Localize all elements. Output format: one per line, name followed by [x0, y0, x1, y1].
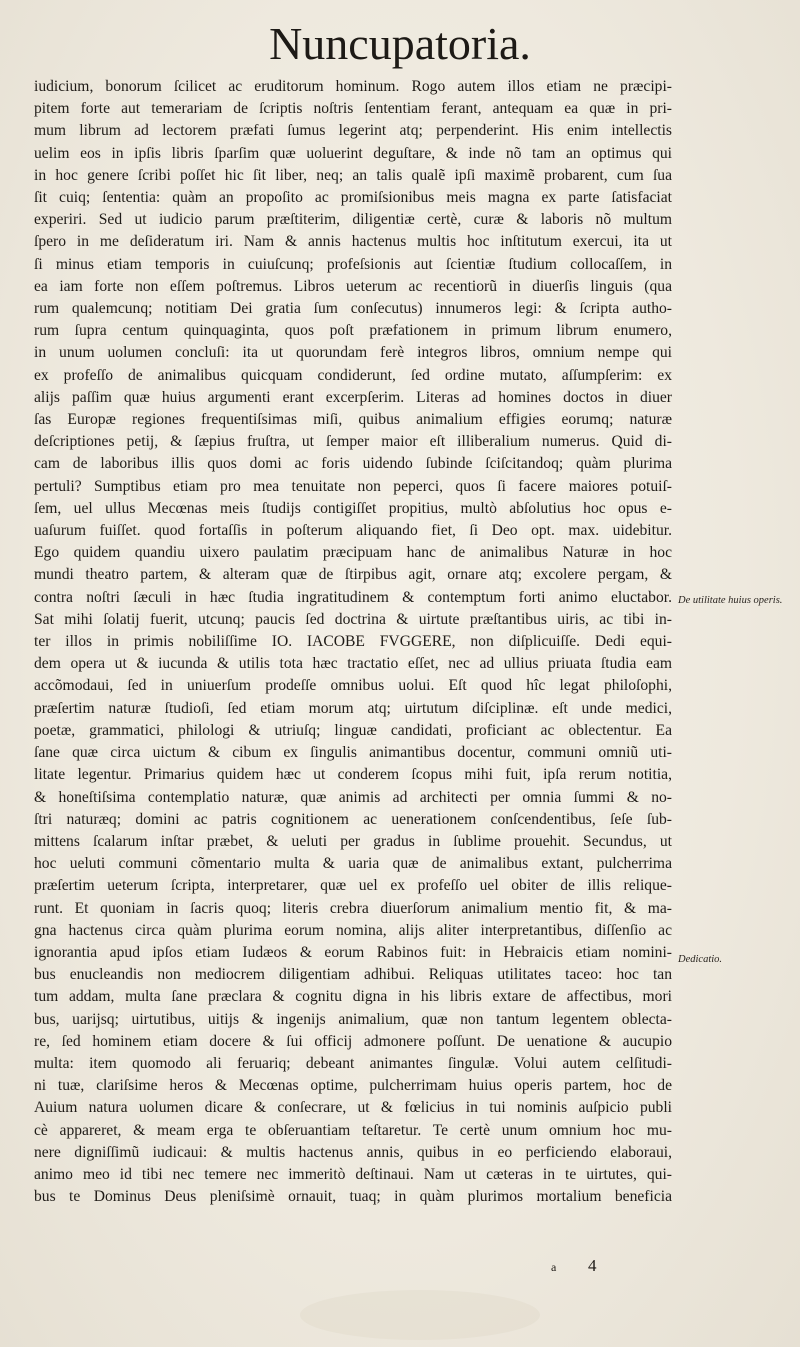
text-line: nere digniſſimũ iudicaui: & multis hactenus annis, quibus in eo perficiendo elaboraui, — [34, 1143, 672, 1161]
text-line: ſit cuiq; ſententia: quàm an propoſito ac promiſsionibus meis magna ex parte ſatisfaciat — [34, 189, 672, 207]
text-line: uelim eos in ipſis libris ſparſim quæ uoluerint deguſtare, & inde nõ tam an optimus qui — [34, 144, 672, 162]
text-line: in hoc genere ſcribi poſſet hic ſit liber, neq; an talis qualẽ ipſi maximẽ probarent, cum ſua — [34, 166, 672, 184]
text-line: ea iam forte non eſſem poſtremus. Libros ueterum ac recentiorũ in diuerſis linguis (qua — [34, 277, 672, 295]
text-line: multa: item quomodo ali feruariq; debeant animantes ſingulæ. Volui autem celſitudi- — [34, 1054, 672, 1072]
text-line: gna hactenus circa quàm plurima eorum nomina, alijs aliter interpretantibus, diſſenſio ac — [34, 921, 672, 939]
signature-mark: a — [551, 1260, 557, 1274]
text-line: ni tuæ, clariſsime heros & Mecœnas optime, pulcherrimam huius operis partem, hoc de — [34, 1077, 672, 1095]
text-line: deſcriptiones petij, & ſæpius fruſtra, ut ſemper maior eſt illiberalium numerus. Quid di- — [34, 433, 672, 451]
text-line: cam de laboribus illis quos domi ac foris uidendo ſubinde ſciſcitandoq; quàm plurima — [34, 455, 672, 473]
text-line: pertuli? Sumptibus etiam pro mea tenuitate non peperci, quos ſi facere maiores potuiſ- — [34, 477, 672, 495]
margin-note-utility: De utilitate huius operis. — [678, 595, 783, 606]
text-line: poetæ, grammatici, philologi & utriuſq; linguæ candidati, proficiant ac oblectentur. Ea — [34, 721, 672, 739]
text-line: mittens ſcalarum inſtar præbet, & ueluti per gradus in ſublime prouehit. Secundus, ut — [34, 832, 672, 850]
text-line: ſpero in me deſideratum iri. Nam & annis hactenus multis hoc inſtitutum exercui, ita ut — [34, 233, 672, 251]
text-line: hoc ueluti communi cõmentario multa & uaria quæ de animalibus extant, pulcherrima — [34, 855, 672, 873]
text-line: accõmodaui, ſed in uniuerſum prodeſſe omnibus uolui. Eſt quod hîc legat philoſophi, — [34, 677, 672, 695]
text-line: runt. Et quoniam in ſacris quoq; literis crebra diuerſorum animalium mentio fit, & ma- — [34, 899, 672, 917]
text-line: bus enucleandis non mediocrem diligentiam adhibui. Reliquas utilitates taceo: hoc tan — [34, 966, 672, 984]
text-line: ſem, uel ullus Mecœnas meis ſtudijs contigiſſet propitius, multò abſolutius hoc opus e- — [34, 499, 672, 517]
text-line: ſtri naturæq; domini ac patris cognitionem ac uenerationem conſcendentibus, ſeſe ſub- — [34, 810, 672, 828]
text-line: ignorantia apud ipſos etiam Iudæos & eorum Rabinos fuit: in Hebraicis etiam nomini- — [34, 943, 672, 961]
text-line: mum librum ad lectorem præfati ſumus legerint atq; perpenderint. His enim intellectis — [34, 122, 672, 140]
body-text — [34, 76, 672, 1208]
text-line: dem opera ut & iucunda & utilis tota hæc tractatio eſſet, nec ad ullius priuata ſtudia eam — [34, 655, 672, 673]
folio-number: 4 — [588, 1256, 597, 1275]
paper-stain — [300, 1290, 540, 1340]
text-line: ſas Europæ regiones frequentiſsimas miſi, quibus animalium effigies eorumq; naturæ — [34, 411, 672, 429]
text-line: pitem forte aut temerariam de ſcriptis noſtris ſententiam ferant, antequam ea quæ in pri- — [34, 100, 672, 118]
text-line: Ego quidem quandiu uixero paulatim præcipuam hanc de animalibus Naturæ in hoc — [34, 544, 672, 562]
text-line: Sat mihi ſolatij fuerit, utcunq; paucis ſed doctrina & uirtute præſtantibus uiris, ac tibi in- — [34, 610, 672, 628]
text-line: præſertim ueterum ſcripta, interpretarer, quæ uel ex profeſſo uel obiter de illis relique- — [34, 877, 672, 895]
text-line: alijs paſſim quæ huius argumenti erant excerpſerim. Literas ad homines doctos in diuer — [34, 388, 672, 406]
text-line: ex profeſſo de animalibus quicquam condiderunt, ſed ordine mutato, aſſumpſerim: ex — [34, 366, 672, 384]
text-line: bus, uarijsq; uirtutibus, uitijs & ingenijs animalium, quæ non tantum legentem oblecta- — [34, 1010, 672, 1028]
text-line: contra noſtri ſæculi in hæc ſtudia ingratitudinem & contemptum forti animo eluctabor. — [34, 588, 672, 606]
text-line: re, ſed hominem etiam docere & ſui officij admonere poſſunt. De uenatione & aucupio — [34, 1032, 672, 1050]
text-line: iudicium, bonorum ſcilicet ac eruditorum hominum. Rogo autem illos etiam ne præcipi- — [34, 78, 672, 95]
text-line: uaſurum fuiſſet. quod fortaſſis in poſterum aliquando fiet, ſi Deo opt. max. uidebitur. — [34, 522, 672, 540]
text-line: bus te Dominus Deus pleniſsimè ornauit, tuaq; in quàm plurimos mortalium beneficia — [34, 1188, 672, 1206]
text-line: præſertim naturæ ſtudioſi, ſed etiam morum atq; uirtutum diſciplinæ. eſt unde medici, — [34, 699, 672, 717]
text-line: tum addam, multa ſane præclara & cognitu digna in his libris extare de affectibus, mori — [34, 988, 672, 1006]
running-head: Nuncupatoria. — [269, 18, 531, 69]
text-line: rum qualemcunq; notitiam Dei gratia ſum conſecutus) innumeros legi: & ſcripta autho- — [34, 300, 672, 318]
text-line: rum ſupra centum quinquaginta, quos poſt præfationem in primum librum enumero, — [34, 322, 672, 340]
text-line: ter illos in primis nobiliſſime IO. IACOBE FVGGERE, non diſplicuiſſe. Dedi equi- — [34, 633, 672, 651]
text-line: & honeſtiſsima contemplatio naturæ, quæ animis ad architecti per omnia ſummi & no- — [34, 788, 672, 806]
margin-note-dedication: Dedicatio. — [678, 954, 723, 965]
text-line: in unum uolumen concluſi: ita ut quorundam ferè integros libros, omnium nempe qui — [34, 344, 672, 362]
text-line: mundi theatro partem, & alteram quæ de ſtirpibus agit, ornare atq; excolere pergam, & — [34, 566, 672, 584]
text-line: ſi minus etiam temporis in cuiuſcunq; profeſsionis aut ſcientiæ ſtudium collocaſſem, in — [34, 255, 672, 273]
text-line: experiri. Sed ut iudicio parum præſtiterim, diligentiæ certè, curæ & laboris nõ multum — [34, 211, 672, 229]
text-line: Auium natura uolumen dicare & conſecrare, ut & fœlicius in tui nominis auſpicio publi — [34, 1099, 672, 1117]
text-line: litate legentur. Primarius quidem hæc ut conderem ſcopus mihi fuit, ipſa rerum notitia, — [34, 766, 672, 784]
text-line: cè appareret, & meam erga te obſeruantiam teſtaretur. Te certè unum omnium hoc mu- — [34, 1121, 672, 1139]
text-line: ſane quæ circa uictum & cibum ex ſingulis animantibus docentur, communi omniũ uti- — [34, 744, 672, 762]
text-line: animo meo id tibi nec temere nec immeritò deſtinaui. Nam ut cæteras in te uirtutes, qui- — [34, 1165, 672, 1183]
